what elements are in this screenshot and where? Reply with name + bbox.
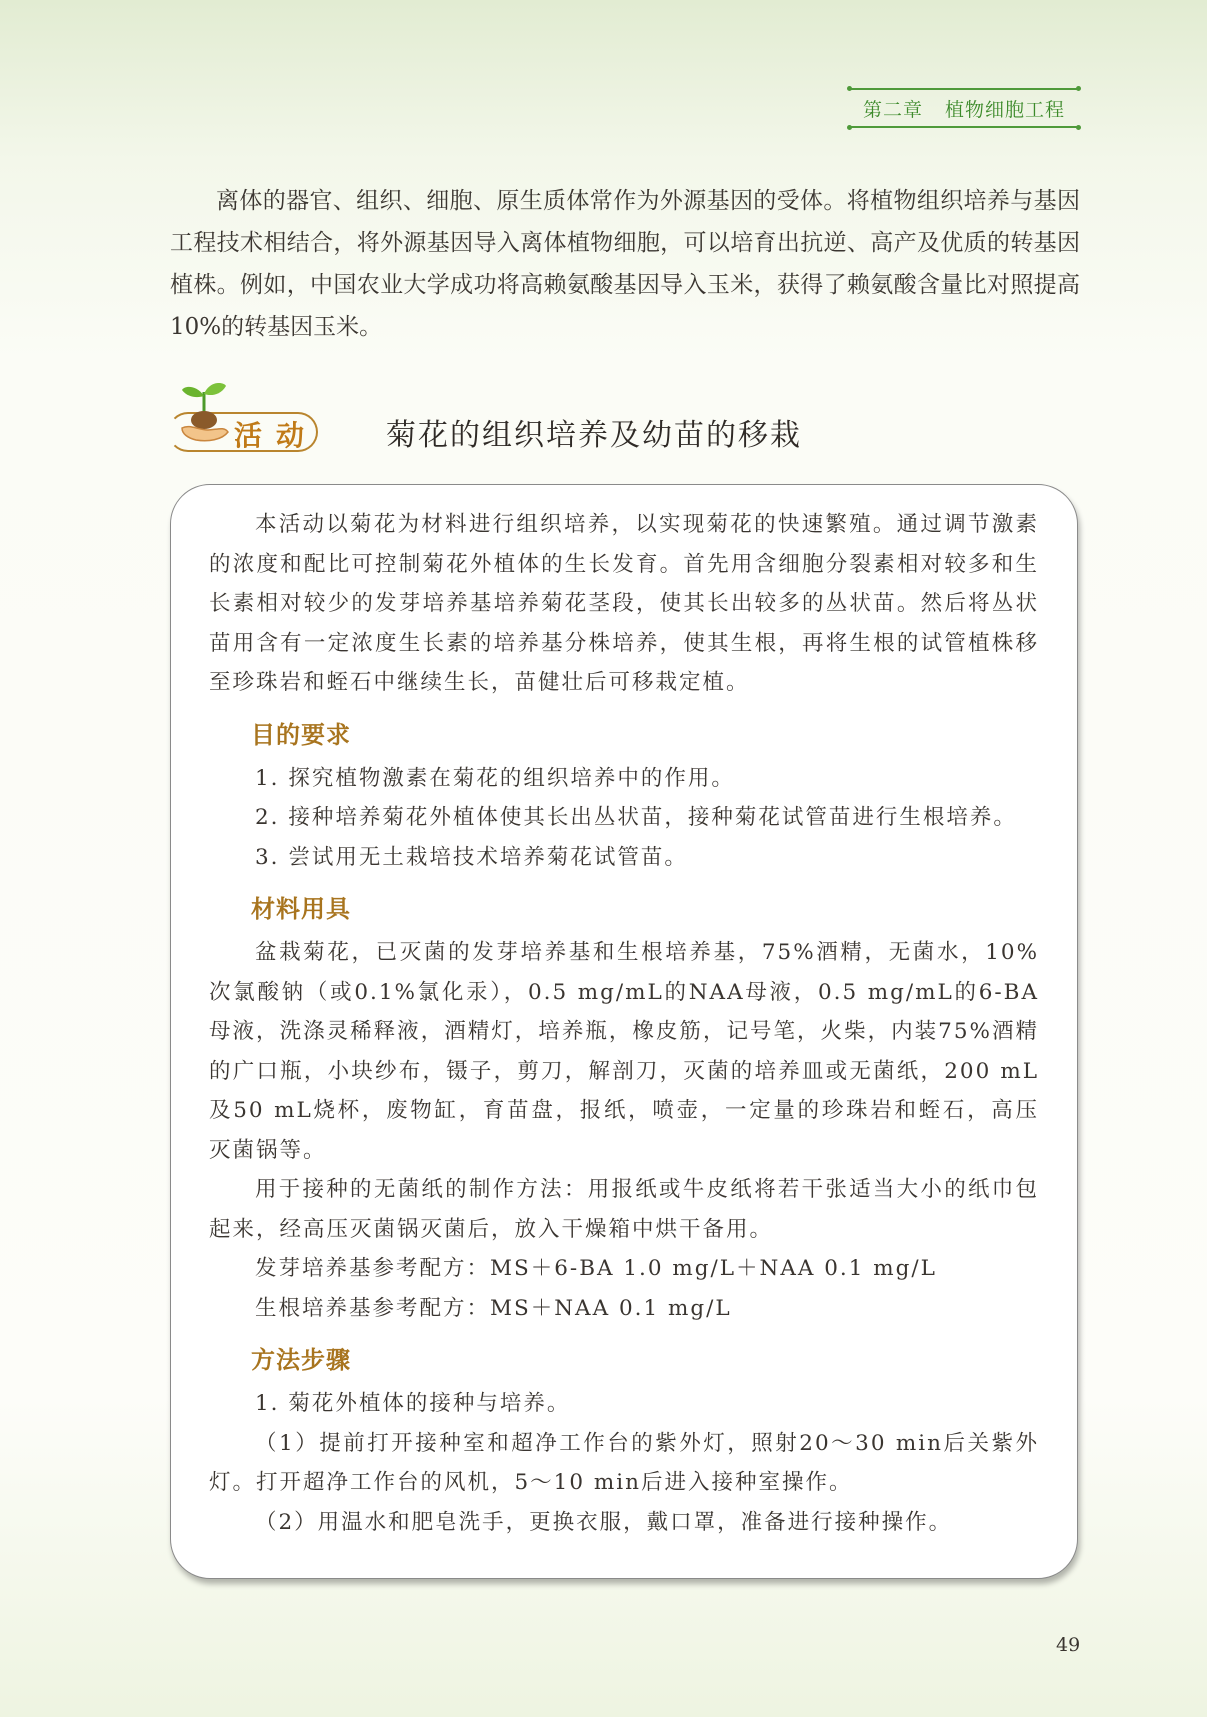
activity-box: [170, 484, 1078, 1579]
materials-heading: 材料用具: [251, 895, 351, 923]
step-1: 1. 菊花外植体的接种与培养。: [255, 1391, 571, 1416]
materials-list: 盆栽菊花，已灭菌的发芽培养基和生根培养基，75%酒精，无菌水，10%次氯酸钠（或0.1%氯化汞），0.5 mg/mL的NAA母液，0.5 mg/mL的6-BA母液，洗涤灵稀释液，酒精灯，培养瓶，橡皮筋，记号笔，火柴，内装75%酒精的广口瓶，小块纱布，镊子，剪刀，解剖刀，灭菌的培养皿或无菌纸，200 mL及50 mL烧杯，废物缸，育苗盘，报纸，喷壶，一定量的珍珠岩和蛭石，高压灭菌锅等。: [209, 940, 1039, 1163]
page-number: 49: [1056, 1634, 1081, 1656]
intro-text: [170, 180, 1080, 348]
activity-header: [168, 378, 1068, 458]
activity-intro: 本活动以菊花为材料进行组织培养，以实现菊花的快速繁殖。通过调节激素的浓度和配比可控制菊花外植体的生长发育。首先用含细胞分裂素相对较多和生长素相对较少的发芽培养基培养菊花茎段，使其长出较多的丛状苗。然后将丛状苗用含有一定浓度生长素的培养基分株培养，使其生根，再将生根的试管植株移至珍珠岩和蛭石中继续生长，苗健壮后可移栽定植。: [209, 512, 1039, 695]
goal-item: 1. 探究植物激素在菊花的组织培养中的作用。: [255, 765, 735, 791]
steps-heading: 方法步骤: [251, 1346, 351, 1374]
chapter-title: 植物细胞工程: [945, 98, 1066, 121]
root-medium-formula: 生根培养基参考配方：MS＋NAA 0.1 mg/L: [255, 1295, 732, 1321]
sprout-in-hand-icon: [178, 378, 230, 450]
activity-label: 活动: [234, 419, 319, 452]
goals-heading: 目的要求: [251, 720, 351, 749]
step-1-sub-2: （2）用温水和肥皂洗手，更换衣服，戴口罩，准备进行接种操作。: [255, 1509, 953, 1535]
sprout-medium-formula: 发芽培养基参考配方：MS＋6-BA 1.0 mg/L＋NAA 0.1 mg/L: [255, 1256, 937, 1281]
chapter-header: [850, 88, 1078, 128]
sterile-paper-method: 用于接种的无菌纸的制作方法：用报纸或牛皮纸将若干张适当大小的纸巾包起来，经高压灭菌锅灭菌后，放入干燥箱中烘干备用。: [209, 1177, 1039, 1242]
intro-paragraph: 离体的器官、组织、细胞、原生质体常作为外源基因的受体。将植物组织培养与基因工程技术相结合，将外源基因导入离体植物细胞，可以培育出抗逆、高产及优质的转基因植株。例如，中国农业大学成功将高赖氨酸基因导入玉米，获得了赖氨酸含量比对照提高10%的转基因玉米。: [170, 188, 1080, 340]
activity-title: 菊花的组织培养及幼苗的移栽: [386, 418, 802, 453]
goal-item: 2. 接种培养菊花外植体使其长出丛状苗，接种菊花试管苗进行生根培养。: [255, 805, 1017, 830]
goal-item: 3. 尝试用无土栽培技术培养菊花试管苗。: [255, 844, 688, 870]
chapter-number: 第二章: [862, 98, 923, 121]
step-1-sub-1: （1）提前打开接种室和超净工作台的紫外灯，照射20～30 min后关紫外灯。打开超净工作台的风机，5～10 min后进入接种室操作。: [209, 1430, 1039, 1495]
